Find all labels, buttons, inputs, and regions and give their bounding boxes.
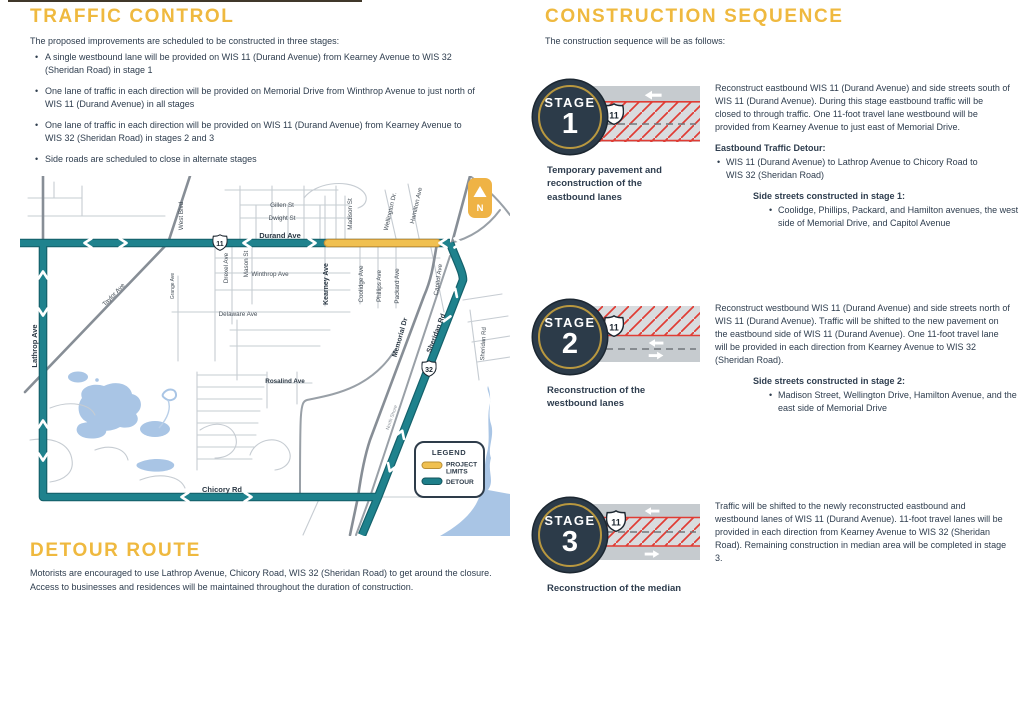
label-dwight: Dwight St [268, 215, 296, 222]
legend-title: LEGEND [431, 448, 467, 457]
stage-2-side-bullet: • Madison Street, Wellington Drive, Hamilton Avenue, and the east side of Memorial Drive [767, 389, 1020, 415]
detour-route-body: Motorists are encouraged to use Lathrop Avenue, Chicory Road, WIS 32 (Sheridan Road) to get around the closure. Access to businesses and residences will be maintained throughout the duration of construction. [30, 568, 492, 592]
legend-detour-label: DETOUR [446, 479, 474, 486]
label-taylor: Taylor Ave [101, 282, 127, 308]
stage-badge-label: STAGE [544, 315, 596, 330]
page-top-rule [8, 0, 362, 2]
label-rosalind: Rosalind Ave [265, 378, 305, 385]
bullet-item: • One lane of traffic in each direction will be provided on Memorial Drive from Winthrop Avenue to just north of WIS 11 (Durand Avenue) in all stages [30, 85, 478, 111]
traffic-control-intro: The proposed improvements are scheduled to be constructed in three stages: [30, 36, 340, 46]
bullet-item: • One lane of traffic in each direction will be provided on WIS 11 (Durand Avenue) from Kearney Avenue to WIS 32 (Sheridan Road) in stages 2 and 3 [30, 119, 478, 145]
legend-project-limits-label: PROJECT [446, 461, 478, 469]
label-memorial: Memorial Dr [391, 317, 410, 359]
label-sheridan-route: Sheridan Rd [425, 312, 448, 354]
svg-text:N: N [476, 203, 484, 214]
label-west-blvd: West Blvd [178, 201, 185, 231]
map-legend [415, 442, 484, 497]
label-kearney: Kearney Ave [323, 263, 330, 305]
label-durand: Durand Ave [259, 231, 301, 240]
stage-3-section [533, 496, 1011, 714]
stage-3-text [715, 500, 1011, 565]
stage-badge-number: 1 [561, 108, 579, 140]
label-gillen: Gillen St [270, 202, 294, 209]
stage-1-section [533, 78, 1019, 296]
label-winthrop: Winthrop Ave [251, 271, 289, 278]
stage-badge-number: 2 [561, 328, 579, 360]
stage-2-section [533, 298, 1017, 516]
stage-1-body: Reconstruct eastbound WIS 11 (Durand Avenue) and side streets south of WIS 11 (Durand Avenue). During this stage eastbound traffic will be closed to through traffic. One 11-foot travel lane westbound will be provided from Kearney Avenue to just east of Memorial Drive. [715, 83, 1010, 133]
label-madison: Madison St [347, 198, 354, 230]
label-packard: Packard Ave [394, 268, 401, 304]
detour-route-title: DETOUR ROUTE [30, 540, 201, 561]
bullet-item: • A single westbound lane will be provided on WIS 11 (Durand Avenue) from Kearney Avenue to WIS 32 (Sheridan Road) in stage 1 [30, 51, 478, 77]
stage-2-body: Reconstruct westbound WIS 11 (Durand Avenue) and side streets north of WIS 11 (Durand Avenue). Traffic will be shifted to the new pavement on the eastbound side of WIS 11 (Durand Avenue). One 11-foot travel lane will be provided in each direction from Kearney Avenue to WIS 32 (Sheridan Road). [715, 303, 1010, 366]
label-drexel: Drexel Ave [223, 252, 230, 284]
stage-badge-number: 3 [561, 526, 579, 558]
label-delaware: Delaware Ave [218, 311, 258, 318]
stage-3-body: Traffic will be shifted to the newly reconstructed eastbound and westbound lanes of WIS 11 (Durand Avenue). 11-foot travel lanes will be provided in each direction from Kearney Avenue to WIS 32 (Sheridan Road). Remaining construction in median area will be completed in stage 3. [715, 501, 1007, 564]
svg-text:11: 11 [216, 241, 224, 248]
stage-1-badge [533, 80, 607, 154]
traffic-control-bullets [30, 51, 478, 174]
label-mason: Mason St [243, 250, 250, 278]
stage-2-side-heading: Side streets constructed in stage 2: [753, 376, 906, 387]
svg-text:11: 11 [611, 517, 621, 528]
label-sheridan-east: Sheridan Rd [480, 327, 488, 361]
label-hamilton: Hamilton Ave [408, 186, 425, 225]
detour-map [20, 176, 510, 536]
svg-text:11: 11 [609, 322, 619, 333]
stage-1-text [715, 82, 1019, 230]
label-coolidge: Coolidge Ave [358, 265, 365, 303]
label-phillips: Phillips Ave [376, 269, 383, 303]
label-capitol: Capitol Ave [432, 263, 445, 296]
construction-sequence-intro: The construction sequence will be as follows: [545, 36, 726, 46]
label-grange: Grange Ave [170, 272, 176, 300]
traffic-control-title: TRAFFIC CONTROL [30, 6, 235, 27]
legend-project-limits-swatch [422, 462, 442, 469]
svg-text:11: 11 [609, 110, 619, 121]
stage-1-caption: Temporary pavement and reconstruction of the eastbound lanes [547, 165, 662, 203]
north-arrow-icon [468, 178, 492, 218]
stage-1-detour-heading: Eastbound Traffic Detour: [715, 143, 826, 154]
construction-sequence-title: CONSTRUCTION SEQUENCE [545, 6, 844, 27]
detour-map-svg [20, 176, 510, 536]
label-wellington: Wellington Dr. [382, 191, 399, 232]
stage-2-caption: Reconstruction of the westbound lanes [547, 385, 646, 410]
stage-1-detour-bullet: • WIS 11 (Durand Avenue) to Lathrop Avenue to Chicory Road to WIS 32 (Sheridan Road) [715, 156, 978, 182]
major-roads [25, 176, 470, 535]
stage-2-badge [533, 300, 607, 374]
stage-3-caption: Reconstruction of the median [547, 583, 682, 594]
label-lathrop: Lathrop Ave [30, 324, 39, 368]
legend-detour-swatch [422, 478, 442, 485]
stage-badge-label: STAGE [544, 513, 596, 528]
bullet-item: • Side roads are scheduled to close in alternate stages [30, 153, 478, 166]
stage-2-text [715, 302, 1017, 415]
legend-project-limits-label2: LIMITS [446, 468, 468, 476]
stage-badge-label: STAGE [544, 95, 596, 110]
label-railroad: North Shore [385, 404, 400, 431]
svg-text:32: 32 [425, 367, 433, 374]
stage-3-badge [533, 498, 607, 572]
stage-1-side-bullet: • Coolidge, Phillips, Packard, and Hamilton avenues, the west side of Memorial Drive, and Capitol Avenue [767, 204, 1020, 230]
label-chicory: Chicory Rd [201, 485, 243, 494]
stage-1-side-heading: Side streets constructed in stage 1: [753, 191, 906, 202]
